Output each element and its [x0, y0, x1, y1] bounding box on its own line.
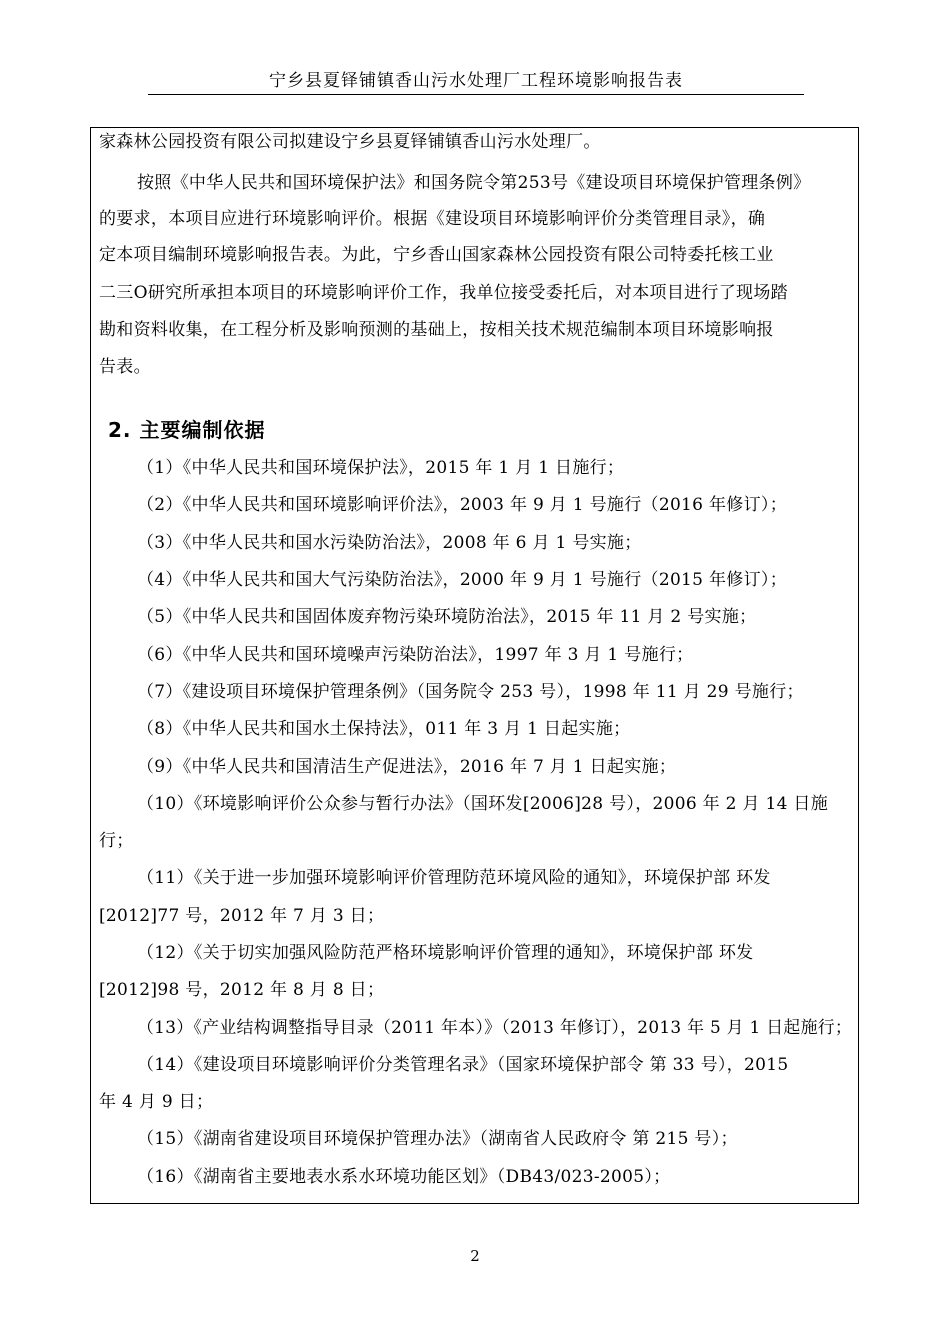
basis-line: （11）《关于进一步加强环境影响评价管理防范环境风险的通知》，环境保护部 环发 [137, 868, 771, 888]
intro-line: 告表。 [99, 357, 151, 377]
basis-line: （7）《建设项目环境保护管理条例》（国务院令 253 号），1998 年 11 月 29 号施行； [137, 682, 804, 702]
basis-line: （10）《环境影响评价公众参与暂行办法》（国环发[2006]28 号），2006 年 2 月 14 日施 [137, 794, 829, 814]
basis-line: （5）《中华人民共和国固体废弃物污染环境防治法》，2015 年 11 月 2 号实施； [137, 607, 757, 627]
basis-line: 年 4 月 9 日； [99, 1092, 214, 1112]
basis-line: （14）《建设项目环境影响评价分类管理名录》（国家环境保护部令 第 33 号），2015 [137, 1055, 789, 1075]
basis-line: （13）《产业结构调整指导目录（2011 年本）》（2013 年修订），2013 年 5 月 1 日起施行； [137, 1018, 853, 1038]
basis-line: （16）《湖南省主要地表水系水环境功能区划》（DB43/023-2005）； [137, 1167, 671, 1187]
section-heading: 2. 主要编制依据 [108, 418, 266, 442]
basis-line: （2）《中华人民共和国环境影响评价法》，2003 年 9 月 1 号施行（2016 年修订）； [137, 495, 787, 515]
basis-line: 行； [99, 831, 134, 851]
basis-line: （9）《中华人民共和国清洁生产促进法》，2016 年 7 月 1 日起实施； [137, 757, 677, 777]
basis-line: （12）《关于切实加强风险防范严格环境影响评价管理的通知》，环境保护部 环发 [137, 943, 754, 963]
intro-line: 二三O研究所承担本项目的环境影响评价工作，我单位接受委托后，对本项目进行了现场踏 [99, 283, 788, 303]
intro-line: 的要求，本项目应进行环境影响评价。根据《建设项目环境影响评价分类管理目录》，确 [99, 209, 766, 229]
intro-line: 定本项目编制环境影响报告表。为此，宁乡香山国家森林公园投资有限公司特委托核工业 [99, 245, 774, 265]
intro-line: 家森林公园投资有限公司拟建设宁乡县夏铎铺镇香山污水处理厂。 [99, 132, 601, 152]
basis-line: [2012]77 号，2012 年 7 月 3 日； [99, 906, 385, 926]
basis-line: （15）《湖南省建设项目环境保护管理办法》（湖南省人民政府令 第 215 号）； [137, 1129, 738, 1149]
intro-line: 勘和资料收集，在工程分析及影响预测的基础上，按相关技术规范编制本项目环境影响报 [99, 320, 774, 340]
basis-line: （3）《中华人民共和国水污染防治法》，2008 年 6 月 1 号实施； [137, 533, 642, 553]
basis-line: （1）《中华人民共和国环境保护法》，2015 年 1 月 1 日施行； [137, 458, 625, 478]
basis-line: （4）《中华人民共和国大气污染防治法》，2000 年 9 月 1 号施行（2015 年修订）； [137, 570, 787, 590]
basis-line: [2012]98 号，2012 年 8 月 8 日； [99, 980, 385, 1000]
page-header-title: 宁乡县夏铎铺镇香山污水处理厂工程环境影响报告表 [269, 71, 683, 91]
page-number: 2 [470, 1247, 480, 1265]
basis-line: （6）《中华人民共和国环境噪声污染防治法》，1997 年 3 月 1 号施行； [137, 645, 694, 665]
header-rule [148, 94, 804, 95]
basis-line: （8）《中华人民共和国水土保持法》，011 年 3 月 1 日起实施； [137, 719, 631, 739]
intro-line: 按照《中华人民共和国环境保护法》和国务院令第253号《建设项目环境保护管理条例》 [137, 173, 811, 193]
